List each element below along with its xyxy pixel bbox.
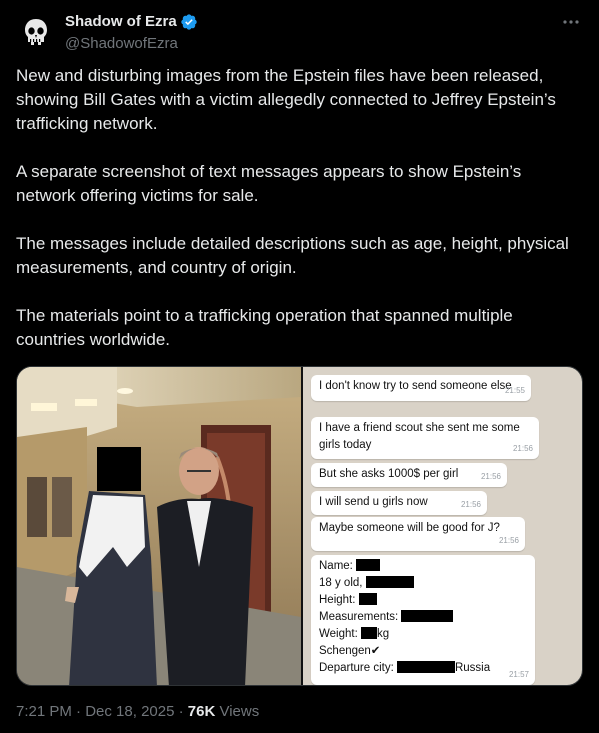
weight-label: Weight: [319, 628, 358, 640]
message-text: Maybe someone will be good for J? [319, 522, 500, 534]
chat-message [311, 375, 531, 401]
tweet-header [16, 12, 583, 56]
avatar[interactable] [16, 12, 56, 52]
chat-profile-message [311, 555, 535, 685]
chat-message [311, 517, 525, 551]
tweet-paragraph: The messages include detailed descriptions such as age, height, physical measurements, and country of origin. [16, 234, 569, 277]
views-count: 76K [187, 703, 216, 720]
tweet-paragraph: New and disturbing images from the Epstein files have been released, showing Bill Gates with a victim allegedly connected to Jeffrey Epstein’s trafficking network. [16, 66, 556, 133]
display-name-text[interactable]: Shadow of Ezra [65, 13, 177, 30]
departure-country: Russia [454, 662, 491, 674]
author-names [65, 12, 198, 54]
message-time: 21:55 [504, 386, 525, 395]
message-time: 21:56 [460, 500, 481, 509]
tweet-paragraph: A separate screenshot of text messages appears to show Epstein’s network offering victims for sale. [16, 162, 522, 205]
photo-chat-screenshot[interactable] [303, 367, 582, 685]
chat-message [311, 491, 487, 515]
message-text: But she asks 1000$ per girl [319, 468, 459, 480]
redaction-bar [361, 627, 377, 639]
message-time: 21:56 [498, 536, 519, 545]
tweet-media[interactable] [16, 366, 583, 686]
height-label: Height: [319, 594, 356, 606]
message-time: 21:57 [508, 670, 529, 679]
redaction-bar [397, 661, 455, 673]
weight-unit: kg [376, 628, 390, 640]
departure-label: Departure city: [319, 662, 394, 674]
tweet-body [16, 64, 583, 376]
photo-illustration [17, 367, 301, 685]
photo-gates[interactable] [17, 367, 301, 685]
handle[interactable]: @ShadowofEzra [65, 35, 178, 52]
message-text: I will send u girls now [319, 496, 428, 508]
tweet-meta [16, 702, 259, 722]
more-options-icon[interactable] [553, 12, 583, 32]
name-label: Name: [319, 560, 353, 572]
message-text: I have a friend scout she sent me some girls today [319, 422, 520, 451]
views-label: Views [215, 703, 260, 720]
display-name[interactable] [65, 12, 198, 32]
chat-message [311, 463, 507, 487]
message-time: 21:56 [512, 444, 533, 453]
verified-badge-icon[interactable] [180, 13, 198, 31]
meta-separator: · [174, 703, 188, 720]
age-label: 18 y old, [319, 577, 363, 589]
skull-avatar-icon [16, 12, 56, 52]
measurements-label: Measurements: [319, 611, 399, 623]
redaction-bar [401, 610, 453, 622]
chat-message [311, 417, 539, 459]
meta-separator: · [71, 703, 86, 720]
schengen-label: Schengen [319, 645, 371, 657]
message-time: 21:56 [480, 472, 501, 481]
tweet-date[interactable]: Dec 18, 2025 [85, 703, 175, 720]
tweet-time[interactable]: 7:21 PM [16, 703, 72, 720]
redaction-bar [366, 576, 414, 588]
redaction-bar [359, 593, 377, 605]
redaction-bar [356, 559, 380, 571]
check-icon: ✔ [370, 645, 381, 657]
tweet-paragraph: The materials point to a trafficking operation that spanned multiple countries worldwide. [16, 306, 513, 349]
message-text: I don't know try to send someone else [319, 380, 512, 392]
